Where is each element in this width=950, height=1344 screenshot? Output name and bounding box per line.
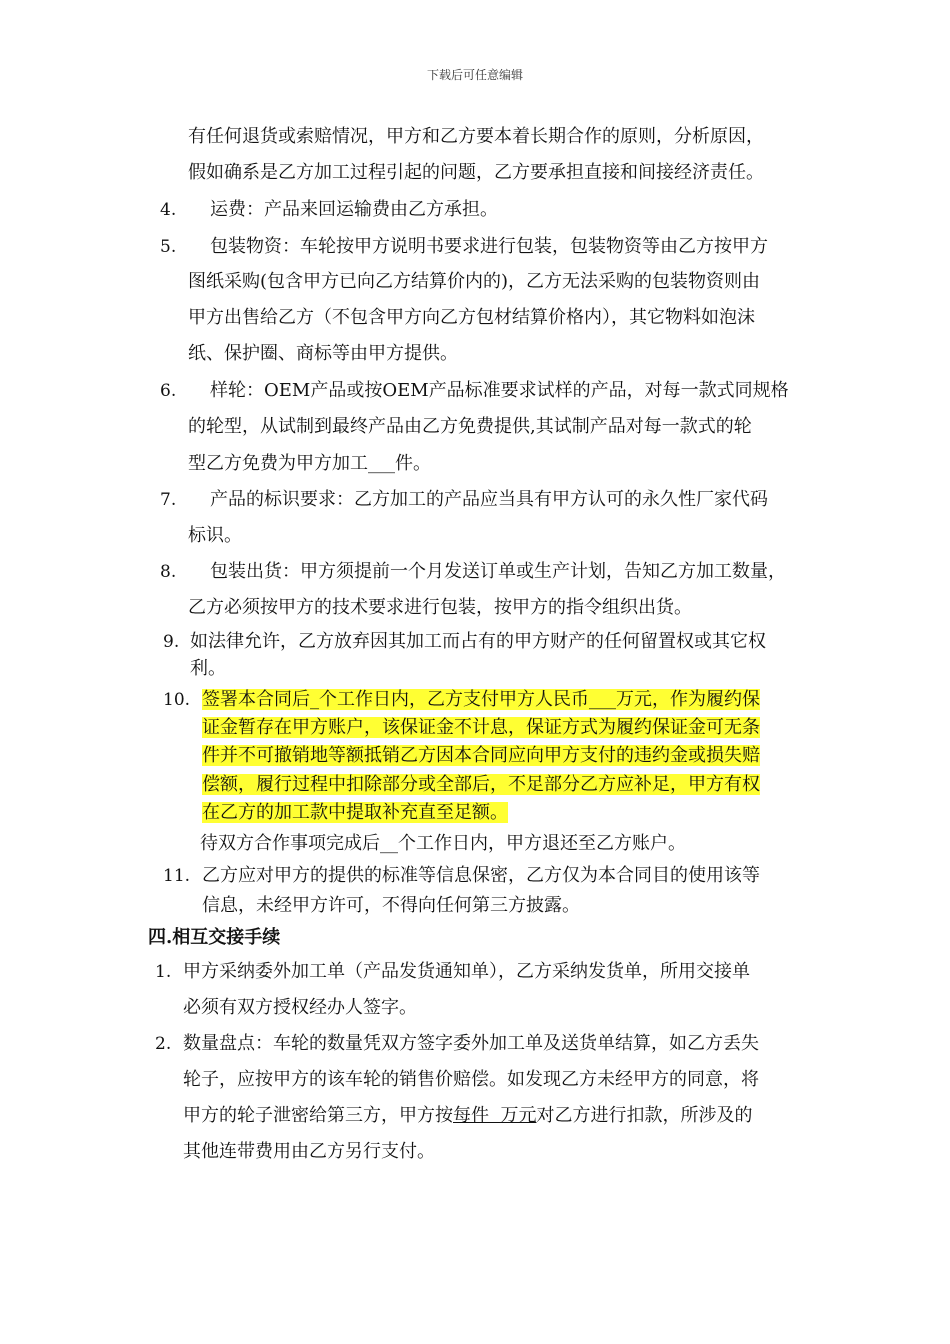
item-line: 如法律允许，乙方放弃因其加工而占有的甲方财产的任何留置权或其它权: [190, 631, 766, 652]
item-line: 型乙方免费为甲方加工___件。: [188, 453, 431, 474]
item-number: 2.: [155, 1034, 172, 1054]
item-number: 4.: [160, 200, 177, 220]
section-heading: 四.相互交接手续: [148, 927, 281, 948]
item-line: 甲方出售给乙方（不包含甲方向乙方包材结算价格内），其它物料如泡沫: [188, 307, 755, 328]
item-number: 10.: [163, 690, 191, 710]
item-line: 数量盘点：车轮的数量凭双方签字委外加工单及送货单结算，如乙方丢失: [183, 1033, 759, 1054]
item-line: 乙方必须按甲方的技术要求进行包装，按甲方的指令组织出货。: [188, 597, 692, 618]
item-line: 标识。: [188, 525, 242, 546]
item-number: 9.: [163, 632, 180, 652]
item-number: 11.: [163, 866, 191, 886]
paragraph-line: 有任何退货或索赔情况，甲方和乙方要本着长期合作的原则，分析原因，: [188, 126, 764, 147]
item-line: 利。: [190, 658, 226, 679]
highlighted-line: 签署本合同后_个工作日内，乙方支付甲方人民币___万元，作为履约保: [202, 689, 760, 710]
item-line: 包装物资：车轮按甲方说明书要求进行包装，包装物资等由乙方按甲方: [210, 236, 768, 257]
item-number: 5.: [160, 237, 177, 257]
paragraph-line: 假如确系是乙方加工过程引起的问题，乙方要承担直接和间接经济责任。: [188, 162, 764, 183]
item-line: 信息，未经甲方许可，不得向任何第三方披露。: [202, 895, 580, 916]
item-line: 产品的标识要求：乙方加工的产品应当具有甲方认可的永久性厂家代码: [210, 489, 768, 510]
item-line: 纸、保护圈、商标等由甲方提供。: [188, 343, 458, 364]
item-line: 待双方合作事项完成后__个工作日内，甲方退还至乙方账户。: [200, 833, 686, 854]
highlighted-line: 偿额，履行过程中扣除部分或全部后，不足部分乙方应补足，甲方有权: [202, 774, 760, 795]
item-line: 运费：产品来回运输费由乙方承担。: [210, 199, 498, 220]
page-header: 下载后可任意编辑: [426, 68, 523, 82]
highlighted-line: 件并不可撤销地等额抵销乙方因本合同应向甲方支付的违约金或损失赔: [202, 745, 760, 766]
item-line: [183, 1104, 752, 1128]
item-line: 其他连带费用由乙方另行支付。: [183, 1141, 435, 1162]
line-text: 对乙方进行扣款，所涉及的: [536, 1105, 753, 1126]
item-line: 轮子，应按甲方的该车轮的销售价赔偿。如发现乙方未经甲方的同意，将: [183, 1069, 759, 1090]
underlined-amount: 每件 万元: [453, 1105, 537, 1126]
item-line: 的轮型，从试制到最终产品由乙方免费提供,其试制产品对每一款式的轮: [188, 416, 752, 437]
item-line: 必须有双方授权经办人签字。: [183, 997, 417, 1018]
highlighted-line: 证金暂存在甲方账户，该保证金不计息，保证方式为履约保证金可无条: [202, 717, 760, 738]
item-line: 乙方应对甲方的提供的标准等信息保密，乙方仅为本合同目的使用该等: [202, 865, 760, 886]
line-text: 甲方的轮子泄密给第三方，甲方按: [183, 1105, 453, 1126]
item-line: 图纸采购(包含甲方已向乙方结算价内的)，乙方无法采购的包装物资则由: [188, 271, 761, 292]
highlighted-line: 在乙方的加工款中提取补充直至足额。: [202, 802, 508, 823]
item-number: 8.: [160, 562, 177, 582]
item-line: 包装出货：甲方须提前一个月发送订单或生产计划，告知乙方加工数量，: [210, 561, 786, 582]
item-number: 1.: [155, 962, 172, 982]
item-number: 7.: [160, 490, 177, 510]
item-number: 6.: [160, 381, 177, 401]
item-line: 样轮：OEM产品或按OEM产品标准要求试样的产品，对每一款式同规格: [210, 380, 789, 401]
item-line: 甲方采纳委外加工单（产品发货通知单），乙方采纳发货单，所用交接单: [183, 961, 750, 982]
